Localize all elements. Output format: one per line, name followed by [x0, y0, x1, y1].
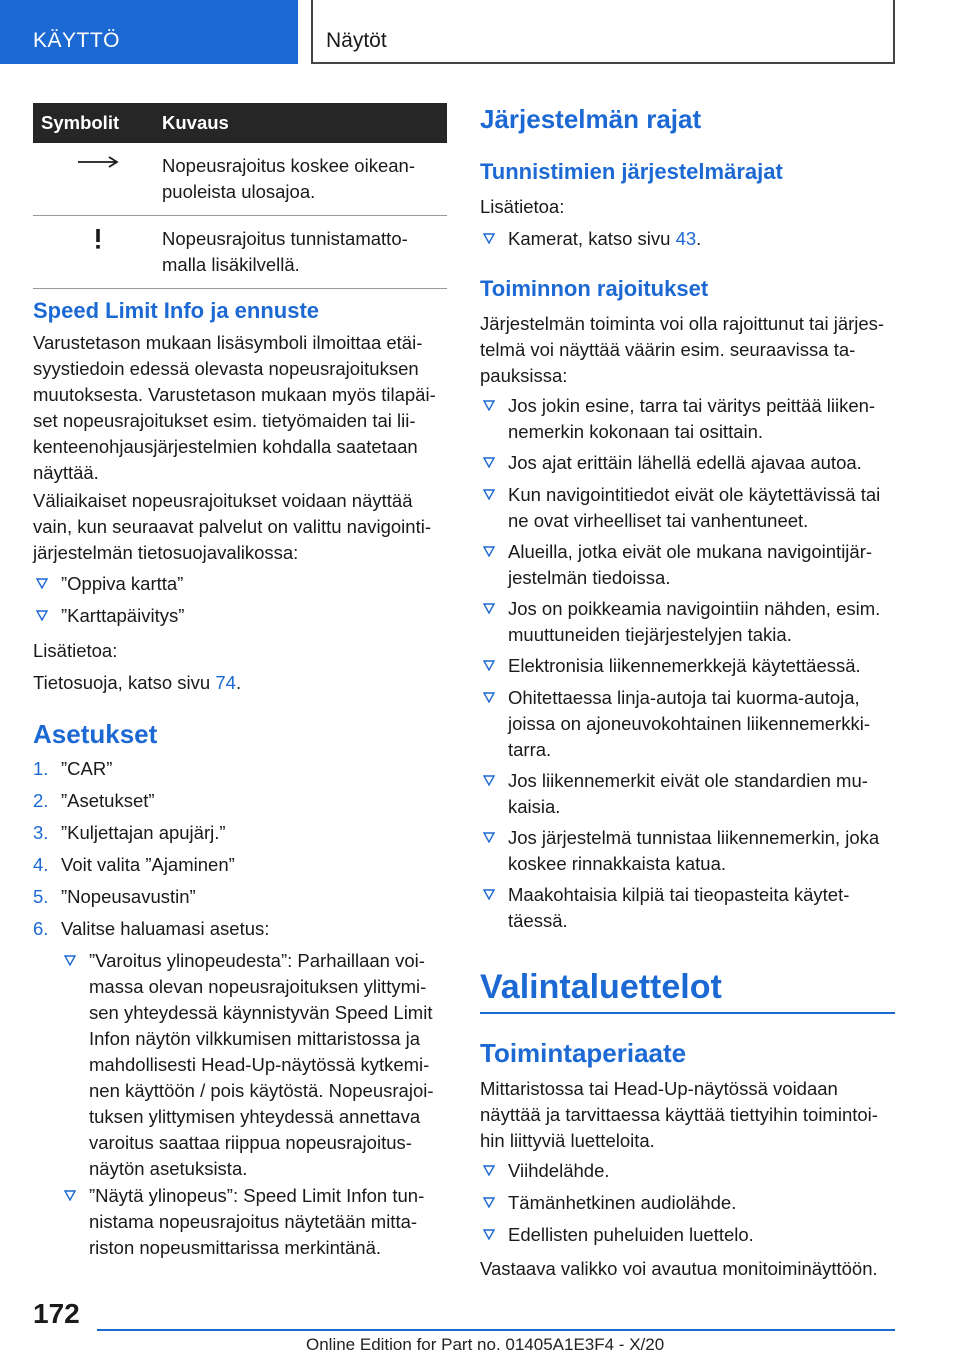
list-item: [508, 653, 861, 679]
bullet-triangle-icon: [483, 888, 495, 900]
list-item: [508, 539, 872, 591]
row-text-line: puoleista ulosajoa.: [162, 181, 316, 202]
list-item: [508, 393, 875, 445]
bullet-triangle-icon: [483, 456, 495, 468]
edition-footer: Online Edition for Part no. 01405A1E3F4 - X/20: [306, 1335, 665, 1354]
system-limits-heading: Järjestelmän rajat: [480, 104, 702, 134]
text-line: Varustetason mukaan lisäsymboli ilmoittaa etäi-: [33, 332, 423, 353]
text-line: täessä.: [508, 910, 568, 931]
temporary-limits-paragraph: [33, 488, 447, 566]
list-item: ”Karttapäivitys”: [61, 605, 185, 626]
text-line: muutoksesta. Varustetason mukaan myös tilapäi-: [33, 384, 436, 405]
text-line: varoitus saattaa riippua nopeusrajoitus-: [89, 1132, 412, 1153]
list-item: Tämänhetkinen audiolähde.: [508, 1192, 737, 1213]
chapter-label: Näytöt: [326, 29, 387, 52]
text-line: massa olevan nopeusrajoituksen ylittymi-: [89, 976, 427, 997]
section-label: KÄYTTÖ: [33, 29, 121, 52]
text-line: Väliaikaiset nopeusrajoitukset voidaan näyttää: [33, 490, 413, 511]
page-link-43[interactable]: 43: [675, 228, 697, 249]
exclamation-icon: [93, 228, 103, 250]
step-text: Valitse haluamasi asetus:: [61, 918, 270, 939]
text-line: näyttää.: [33, 462, 99, 483]
bullet-triangle-icon: [483, 774, 495, 786]
step-number: 5.: [33, 886, 49, 907]
list-item: Viihdelähde.: [508, 1160, 610, 1181]
bullet-triangle-icon: [483, 1228, 495, 1240]
list-item: ”Oppiva kartta”: [61, 573, 184, 594]
list-item: [508, 685, 870, 763]
speed-limit-paragraph: [33, 330, 447, 486]
step-text: ”CAR”: [61, 758, 113, 779]
text-line: näytön asetuksista.: [89, 1158, 248, 1179]
text-line: kaisia.: [508, 796, 561, 817]
step-text: ”Nopeusavustin”: [61, 886, 196, 907]
text-line: Jos jokin esine, tarra tai väritys peittää liiken-: [508, 395, 876, 416]
text-line: telmä voi näyttää väärin esim. seuraavissa ta-: [480, 339, 856, 360]
text-line: Infon näytön vilkkumisen mittaristossa ja: [89, 1028, 421, 1049]
text-line: joissa on ajoneuvokohtainen liikennemerkki-: [508, 713, 870, 734]
table-row: [33, 143, 447, 216]
more-info-label: Lisätietoa:: [33, 640, 118, 661]
reference-text: Kamerat, katso sivu: [508, 228, 676, 249]
step-number: 6.: [33, 918, 49, 939]
list-item: [508, 768, 868, 820]
bullet-triangle-icon: [483, 488, 495, 500]
step-number: 3.: [33, 822, 49, 843]
bullet-triangle-icon: [483, 232, 495, 244]
text-line: vain, kun seuraavat palvelut on valittu navigointi-: [33, 516, 431, 537]
reference-end: .: [696, 228, 702, 249]
text-line: jestelmän tiedoissa.: [508, 567, 671, 588]
text-line: Järjestelmän toiminta voi olla rajoittunut tai järjes-: [480, 313, 885, 334]
list-item: [508, 450, 862, 476]
text-line: nen käyttöön / pois käytöstä. Nopeusrajoi-: [89, 1080, 434, 1101]
step-text: ”Kuljettajan apujärj.”: [61, 822, 226, 843]
closing-paragraph: Vastaava valikko voi avautua monitoiminäyttöön.: [480, 1258, 878, 1279]
more-info-label: Lisätietoa:: [480, 196, 565, 217]
list-item: [508, 482, 880, 534]
table-header: [33, 103, 447, 143]
text-line: Maakohtaisia kilpiä tai tieopasteita käytet-: [508, 884, 850, 905]
bullet-triangle-icon: [483, 659, 495, 671]
sub-option-overspeed-warning: [89, 948, 449, 1182]
row-text-line: Nopeusrajoitus tunnistamatto-: [162, 228, 408, 249]
function-limits-intro: [480, 311, 895, 389]
text-line: mahdollisesti Head-Up-näytössä kytkemi-: [89, 1054, 430, 1075]
text-line: syystiedoin edessä olevasta nopeusrajoituksen: [33, 358, 419, 379]
selection-lists-heading: Valintaluettelot: [480, 968, 722, 1006]
bullet-triangle-icon: [36, 577, 48, 589]
text-line: Mittaristossa tai Head-Up-näytössä voidaan: [480, 1078, 838, 1099]
sub-option-show-overspeed: [89, 1183, 449, 1261]
bullet-triangle-icon: [483, 691, 495, 703]
bullet-triangle-icon: [483, 1196, 495, 1208]
sensor-limits-heading: Tunnistimien järjestelmärajat: [480, 159, 783, 184]
reference-text: Tietosuoja, katso sivu: [33, 672, 216, 693]
step-text: Voit valita ”Ajaminen”: [61, 854, 235, 875]
heading-rule: [480, 1012, 895, 1014]
text-line: tuksen ylittymisen yhteydessä annettava: [89, 1106, 421, 1127]
text-line: nistama nopeusrajoitus näytetään mitta-: [89, 1211, 418, 1232]
step-number: 4.: [33, 854, 49, 875]
text-line: nemerkin kokonaan tai osittain.: [508, 421, 764, 442]
list-item: [508, 596, 880, 648]
text-line: Jos ajat erittäin lähellä edellä ajavaa autoa.: [508, 452, 862, 473]
header-symbols: Symbolit: [41, 112, 120, 133]
bullet-triangle-icon: [483, 1164, 495, 1176]
text-line: Elektronisia liikennemerkkejä käytettäessä.: [508, 655, 861, 676]
function-limits-heading: Toiminnon rajoitukset: [480, 276, 709, 301]
bullet-triangle-icon: [36, 609, 48, 621]
privacy-reference: [33, 670, 241, 696]
bullet-triangle-icon: [64, 1189, 76, 1201]
text-line: pauksissa:: [480, 365, 568, 386]
text-line: Ohitettaessa linja-autoja tai kuorma-autoja,: [508, 687, 860, 708]
text-line: sen yhteydessä käynnistyvän Speed Limit: [89, 1002, 433, 1023]
step-number: 1.: [33, 758, 49, 779]
list-item: [508, 882, 849, 934]
page-number: 172: [33, 1298, 80, 1329]
footer-rule: [97, 1329, 895, 1331]
list-item: [508, 825, 879, 877]
text-line: Alueilla, jotka eivät ole mukana navigointijär-: [508, 541, 873, 562]
text-line: ”Näytä ylinopeus”: Speed Limit Infon tun-: [89, 1185, 425, 1206]
bullet-triangle-icon: [483, 399, 495, 411]
header-description: Kuvaus: [162, 112, 229, 133]
bullet-triangle-icon: [64, 954, 76, 966]
arrow-right-icon: [76, 155, 120, 169]
text-line: hin liittyviä luetteloita.: [480, 1130, 655, 1151]
bullet-triangle-icon: [483, 545, 495, 557]
text-line: set nopeusrajoitukset esim. tietyömaiden tai lii-: [33, 410, 416, 431]
page-link-74[interactable]: 74: [215, 672, 236, 693]
list-item: Edellisten puheluiden luettelo.: [508, 1224, 754, 1245]
text-line: kenteenohjausjärjestelmien kohdalla saatetaan: [33, 436, 418, 457]
operating-principle-heading: Toimintaperiaate: [480, 1038, 687, 1068]
row-text-line: malla lisäkilvellä.: [162, 254, 300, 275]
text-line: tarra.: [508, 739, 552, 760]
row-text-line: Nopeusrajoitus koskee oikean-: [162, 155, 415, 176]
text-line: Jos liikennemerkit eivät ole standardien mu-: [508, 770, 868, 791]
speed-limit-heading: Speed Limit Info ja ennuste: [33, 298, 320, 323]
text-line: riston nopeusmittarissa merkintänä.: [89, 1237, 382, 1258]
text-line: Kun navigointitiedot eivät ole käytettävissä tai: [508, 484, 881, 505]
step-number: 2.: [33, 790, 49, 811]
text-line: Jos järjestelmä tunnistaa liikennemerkin, joka: [508, 827, 880, 848]
bullet-triangle-icon: [483, 602, 495, 614]
text-line: järjestelmän tietosuojavalikossa:: [33, 542, 299, 563]
text-line: näyttää ja tarvittaessa käyttää tiettyihin toimintoi-: [480, 1104, 878, 1125]
bullet-triangle-icon: [483, 831, 495, 843]
chapter-header: [311, 0, 895, 64]
symbol-table: [33, 103, 447, 289]
text-line: ne ovat virheelliset tai vanhentuneet.: [508, 510, 809, 531]
text-line: Jos on poikkeamia navigointiin nähden, esim.: [508, 598, 881, 619]
text-line: muuttuneiden tiejärjestelyjen takia.: [508, 624, 792, 645]
principle-intro: [480, 1076, 895, 1154]
settings-heading: Asetukset: [33, 719, 158, 749]
table-row: [33, 216, 447, 289]
step-text: ”Asetukset”: [61, 790, 155, 811]
section-tab[interactable]: [0, 0, 298, 64]
text-line: ”Varoitus ylinopeudesta”: Parhaillaan voi-: [89, 950, 425, 971]
camera-reference: [508, 226, 701, 252]
reference-end: .: [235, 672, 242, 693]
text-line: koskee rinnakkaista katua.: [508, 853, 727, 874]
